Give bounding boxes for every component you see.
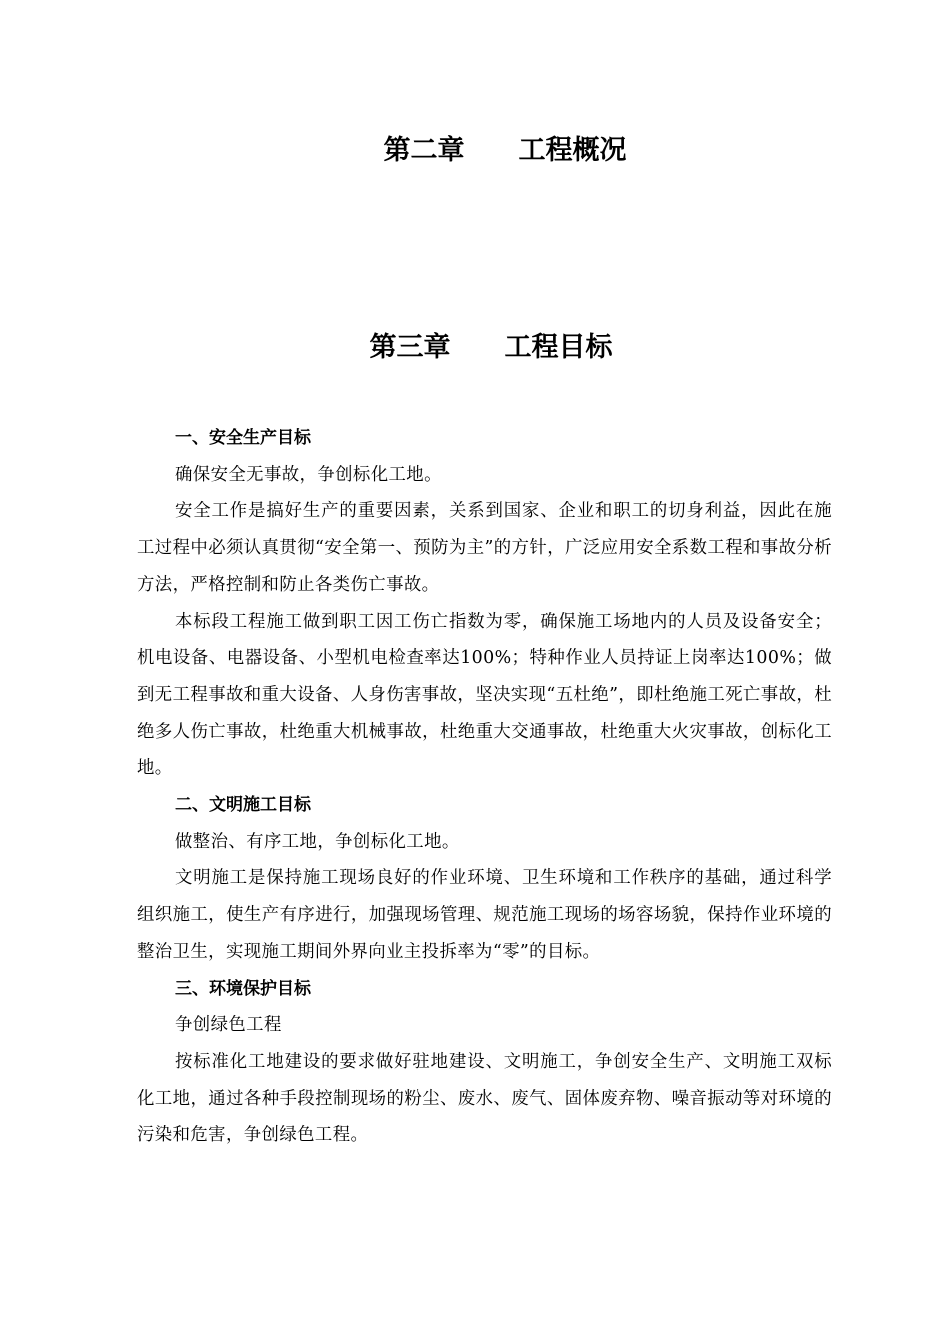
chapter-3-title: 第三章 工程目标	[369, 332, 613, 363]
section-safety	[137, 420, 832, 787]
paragraph: 本标段工程施工做到职工因工伤亡指数为零，确保施工场地内的人员及设备安全；机电设备、电器设备、小型机电检查率达100%；特种作业人员持证上岗率达100%；做到无工程事故和重大设备、人身伤害事故，坚决实现“五杜绝”，即杜绝施工死亡事故，杜绝多人伤亡事故，杜绝重大机械事故，杜绝重大交通事故，杜绝重大火灾事故，创标化工地。	[137, 611, 832, 779]
section-environmental-protection	[137, 971, 832, 1155]
chapter-3-body	[137, 420, 832, 1154]
section-heading: 三、环境保护目标	[175, 978, 311, 999]
paragraph: 按标准化工地建设的要求做好驻地建设、文明施工，争创安全生产、文明施工双标化工地，通过各种手段控制现场的粉尘、废水、废气、固体废弃物、噪音振动等对环境的污染和危害，争创绿色工程。	[137, 1051, 832, 1146]
paragraph: 安全工作是搞好生产的重要因素，关系到国家、企业和职工的切身利益，因此在施工过程中必须认真贯彻“安全第一、预防为主”的方针，广泛应用安全系数工程和事故分析方法，严格控制和防止各类伤亡事故。	[137, 501, 832, 595]
section-civilized-construction	[137, 787, 832, 971]
section-heading: 二、文明施工目标	[175, 795, 311, 816]
chapter-2-title: 第二章 工程概况	[383, 135, 627, 166]
section-heading: 一、安全生产目标	[175, 428, 311, 448]
paragraph: 做整治、有序工地，争创标化工地。	[175, 831, 460, 852]
paragraph: 文明施工是保持施工现场良好的作业环境、卫生环境和工作秩序的基础，通过科学组织施工，使生产有序进行，加强现场管理、规范施工现场的场容场貌，保持作业环境的整治卫生，实现施工期间外界向业主投拆率为“零”的目标。	[137, 868, 832, 962]
paragraph: 争创绿色工程	[175, 1015, 282, 1036]
paragraph: 确保安全无事故，争创标化工地。	[175, 464, 442, 485]
